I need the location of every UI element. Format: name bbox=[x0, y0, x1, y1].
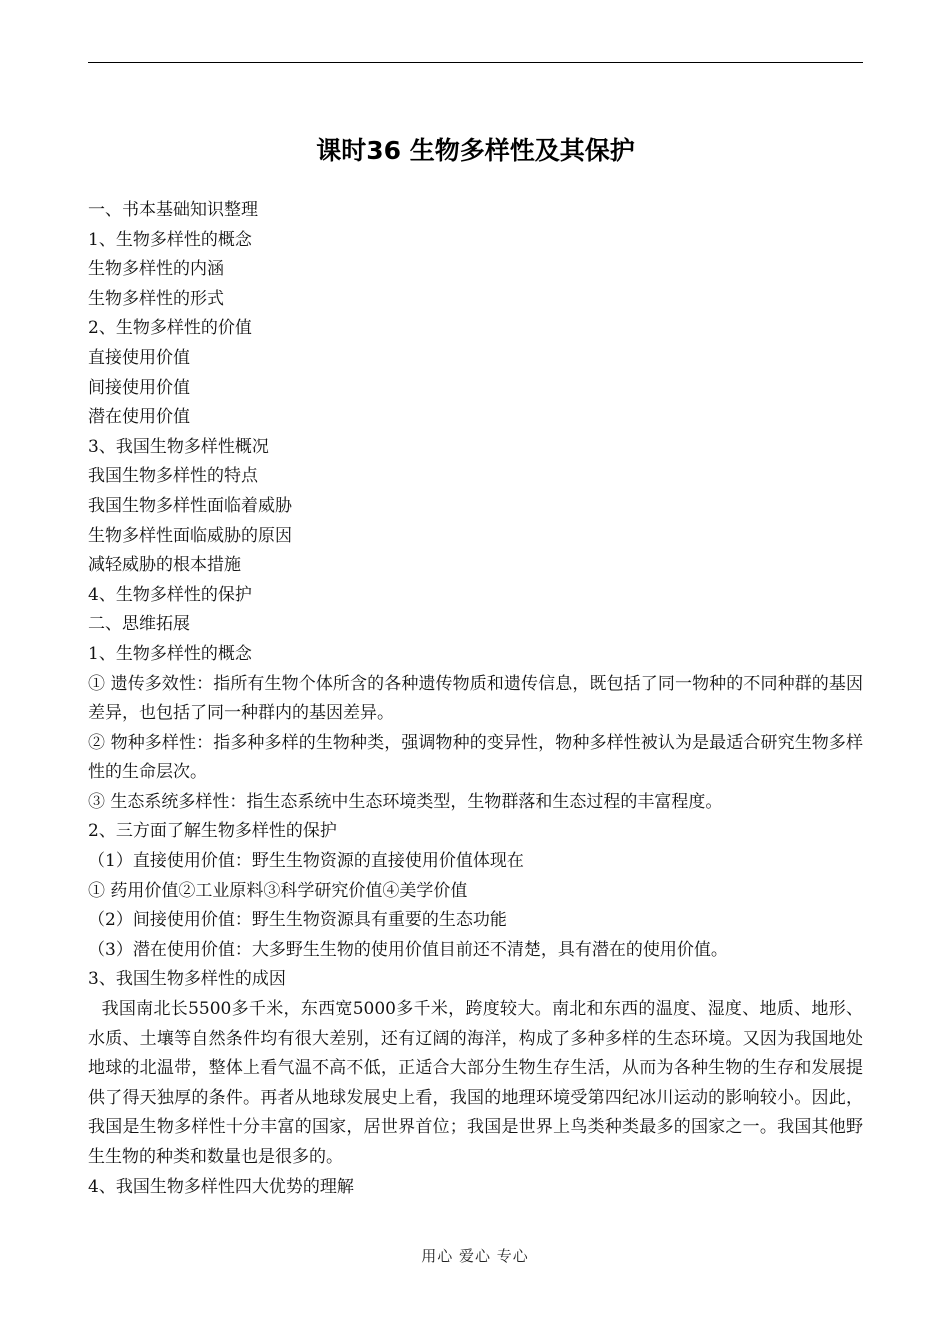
list-item: 潜在使用价值 bbox=[88, 407, 190, 428]
list-item: 直接使用价值 bbox=[88, 347, 190, 368]
section-heading-basics: 一、书本基础知识整理 bbox=[88, 200, 258, 220]
protection-item: （1）直接使用价值：野生生物资源的直接使用价值体现在 bbox=[88, 851, 524, 872]
page-title: 课时36 生物多样性及其保护 bbox=[316, 136, 635, 165]
list-item: 我国生物多样性的特点 bbox=[88, 466, 258, 487]
protection-item: （3）潜在使用价值：大多野生生物的使用价值目前还不清楚，具有潜在的使用价值。 bbox=[88, 939, 728, 960]
subheading-advantages: 4、我国生物多样性四大优势的理解 bbox=[88, 1176, 354, 1197]
subheading-overview: 3、我国生物多样性概况 bbox=[88, 436, 269, 457]
list-item: 我国生物多样性面临着威胁 bbox=[88, 495, 292, 516]
document-body bbox=[88, 196, 863, 1202]
list-item: 生物多样性面临威胁的原因 bbox=[88, 525, 292, 546]
subheading-protection: 4、生物多样性的保护 bbox=[88, 584, 252, 605]
list-item: 生物多样性的内涵 bbox=[88, 259, 224, 280]
subheading-value: 2、生物多样性的价值 bbox=[88, 318, 252, 339]
list-item: 减轻威胁的根本措施 bbox=[88, 555, 241, 576]
subheading-causes: 3、我国生物多样性的成因 bbox=[88, 969, 286, 990]
header-rule bbox=[88, 62, 863, 63]
concept-ecosystem-diversity: ③ 生态系统多样性：指生态系统中生态环境类型，生物群落和生态过程的丰富程度。 bbox=[88, 791, 723, 812]
subheading-concept: 1、生物多样性的概念 bbox=[88, 229, 252, 250]
list-item: 生物多样性的形式 bbox=[88, 288, 224, 309]
causes-paragraph: 我国南北长5500多千米，东西宽5000多千米，跨度较大。南北和东西的温度、湿度、地质、地形、水质、土壤等自然条件均有很大差别，还有辽阔的海洋，构成了多种多样的生态环境。又因为我国地处地球的北温带，整体上看气温不高不低，正适合大部分生物生存生活，从而为各种生物的生存和发展提供了得天独厚的条件。再者从地球发展史上看，我国的地理环境受第四纪冰川运动的影响较小。因此，我国是生物多样性十分丰富的国家，居世界首位；我国是世界上鸟类种类最多的国家之一。我国其他野生生物的种类和数量也是很多的。 bbox=[88, 999, 863, 1167]
concept-genetic-diversity: ① 遗传多效性：指所有生物个体所含的各种遗传物质和遗传信息，既包括了同一物种的不同种群的基因差异，也包括了同一种群内的基因差异。 bbox=[88, 673, 863, 724]
section-heading-extension: 二、思维拓展 bbox=[88, 614, 190, 635]
subheading-concept-2: 1、生物多样性的概念 bbox=[88, 643, 252, 664]
concept-species-diversity: ② 物种多样性：指多种多样的生物种类，强调物种的变异性，物种多样性被认为是最适合研究生物多样性的生命层次。 bbox=[88, 732, 863, 783]
protection-item: ① 药用价值②工业原料③科学研究价值④美学价值 bbox=[88, 880, 468, 901]
page-footer: 用心 爱心 专心 bbox=[421, 1247, 529, 1265]
protection-item: （2）间接使用价值：野生生物资源具有重要的生态功能 bbox=[88, 910, 507, 931]
subheading-protection-aspects: 2、三方面了解生物多样性的保护 bbox=[88, 821, 337, 842]
list-item: 间接使用价值 bbox=[88, 377, 190, 398]
